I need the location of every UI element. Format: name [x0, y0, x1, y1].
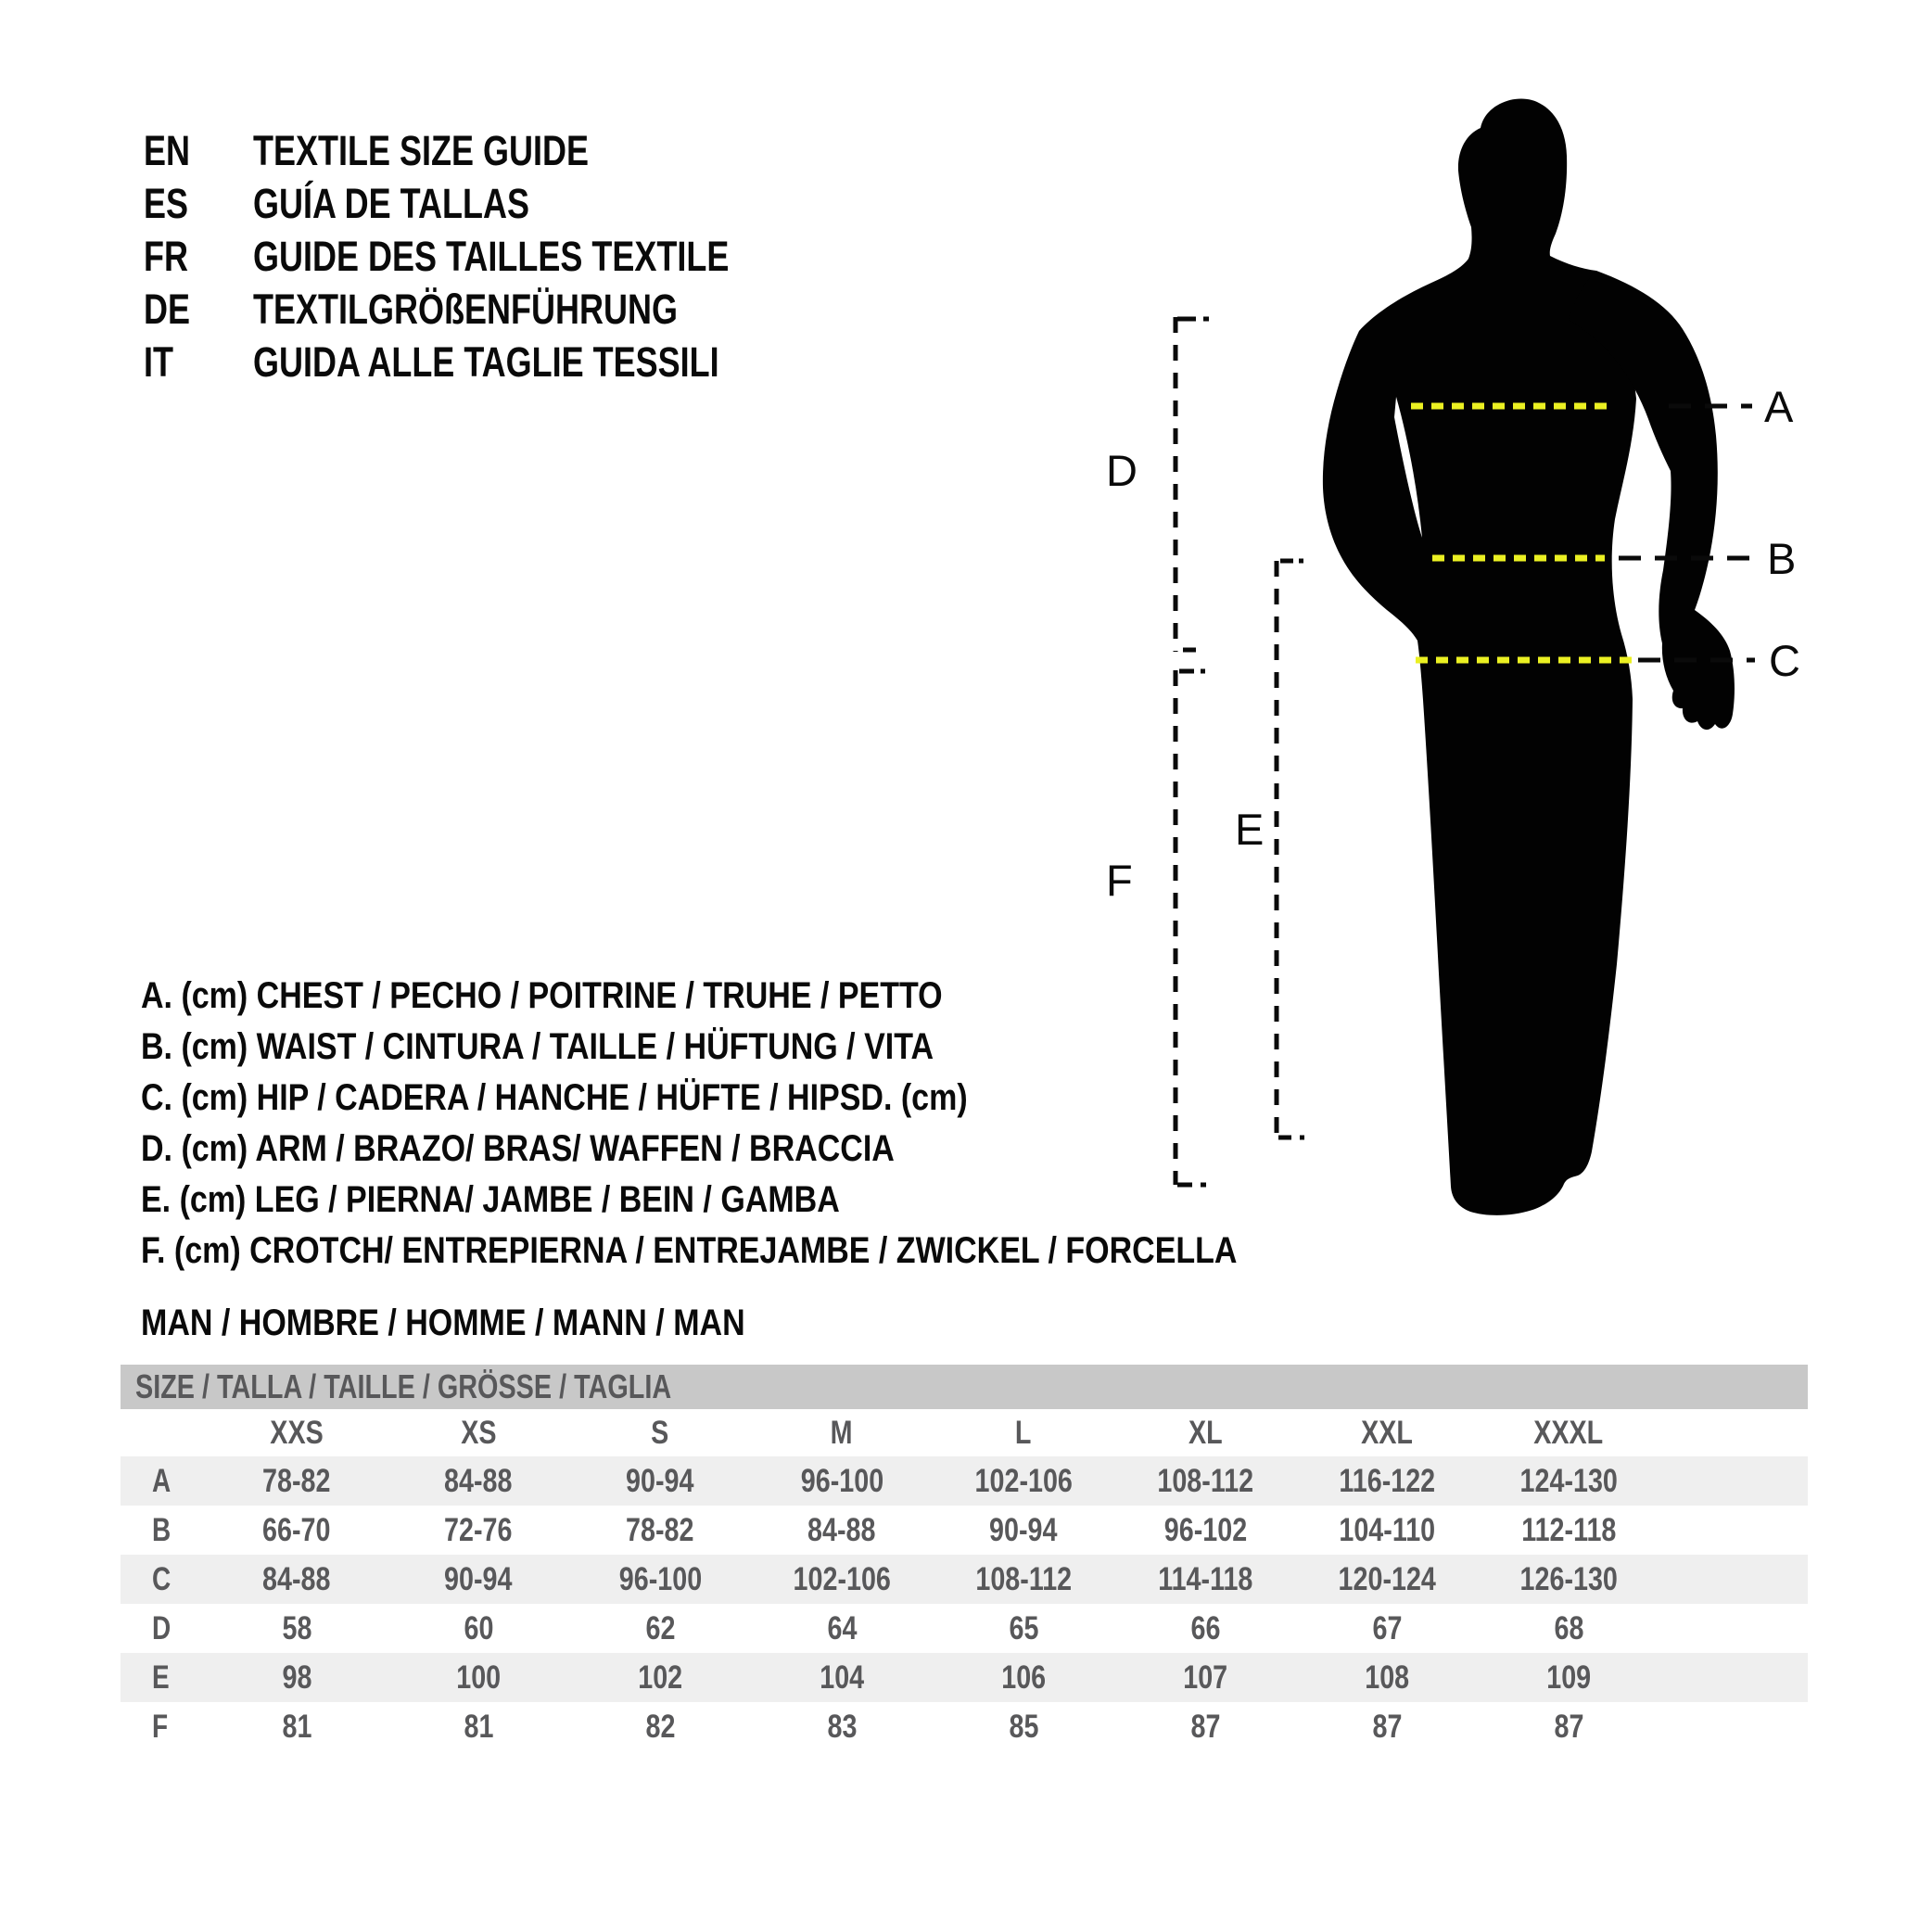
size-col-l: L — [1015, 1414, 1032, 1451]
row-label: F — [152, 1708, 169, 1745]
table-row-c: C 84-88 90-94 96-100 102-106 108-112 114-118 120-124 126-130 — [121, 1555, 1808, 1604]
row-label: E — [152, 1659, 170, 1696]
category-man-label: MAN / HOMBRE / HOMME / MANN / MAN — [141, 1303, 745, 1343]
guide-title: GUIDE DES TAILLES TEXTILE — [253, 233, 730, 280]
legend-item-e: E. (cm) LEG / PIERNA/ JAMBE / BEIN / GAMBA — [141, 1179, 840, 1220]
table-row-e: E 98 100 102 104 106 107 108 109 — [121, 1653, 1808, 1702]
legend-item-d: D. (cm) ARM / BRAZO/ BRAS/ WAFFEN / BRACCIA — [141, 1128, 895, 1169]
guide-title: GUÍA DE TALLAS — [253, 180, 529, 227]
legend-item-c: C. (cm) HIP / CADERA / HANCHE / HÜFTE / HIPSD. (cm) — [141, 1077, 968, 1118]
size-col-m: M — [831, 1414, 853, 1451]
language-code: DE — [144, 286, 191, 333]
size-col-xxs: XXS — [270, 1414, 324, 1451]
size-col-xxxl: XXXL — [1533, 1414, 1604, 1451]
guide-title: TEXTILGRÖßENFÜHRUNG — [253, 286, 678, 333]
legend-item-a: A. (cm) CHEST / PECHO / POITRINE / TRUHE / PETTO — [141, 975, 943, 1016]
measure-line-d-ticks — [1177, 319, 1209, 650]
table-row-b: B 66-70 72-76 78-82 84-88 90-94 96-102 104-110 112-118 — [121, 1506, 1808, 1555]
legend-item-b: B. (cm) WAIST / CINTURA / TAILLE / HÜFTUNG / VITA — [141, 1026, 934, 1067]
label-b: B — [1767, 534, 1797, 583]
row-label: D — [152, 1609, 172, 1646]
table-row-a: A 78-82 84-88 90-94 96-100 102-106 108-112 116-122 124-130 — [121, 1456, 1808, 1506]
row-label: A — [152, 1462, 172, 1499]
size-header-row — [121, 1409, 1808, 1456]
size-col-xs: XS — [460, 1414, 497, 1451]
size-table — [121, 1365, 1808, 1751]
label-e: E — [1235, 805, 1265, 854]
language-code: FR — [144, 233, 188, 280]
table-row-d: D 58 60 62 64 65 66 67 68 — [121, 1604, 1808, 1653]
guide-title: TEXTILE SIZE GUIDE — [253, 127, 590, 174]
legend-item-f: F. (cm) CROTCH/ ENTREPIERNA / ENTREJAMBE / ZWICKEL / FORCELLA — [141, 1230, 1238, 1271]
language-title-list — [144, 124, 848, 388]
row-label: B — [152, 1511, 172, 1548]
guide-title: GUIDA ALLE TAGLIE TESSILI — [253, 338, 719, 386]
table-row-f: F 81 81 82 83 85 87 87 87 — [121, 1702, 1808, 1751]
size-col-xxl: XXL — [1361, 1414, 1413, 1451]
language-code: ES — [144, 180, 189, 227]
label-f: F — [1106, 856, 1133, 905]
size-col-s: S — [651, 1414, 669, 1451]
label-a: A — [1764, 382, 1794, 431]
language-code: IT — [144, 338, 173, 386]
size-col-xl: XL — [1188, 1414, 1223, 1451]
language-code: EN — [144, 127, 191, 174]
row-label: C — [152, 1560, 172, 1597]
label-d: D — [1106, 446, 1138, 495]
measurement-legend — [141, 971, 1430, 1277]
size-table-title-bar: SIZE / TALLA / TAILLE / GRÖSSE / TAGLIA — [121, 1365, 1808, 1409]
label-c: C — [1769, 636, 1800, 685]
